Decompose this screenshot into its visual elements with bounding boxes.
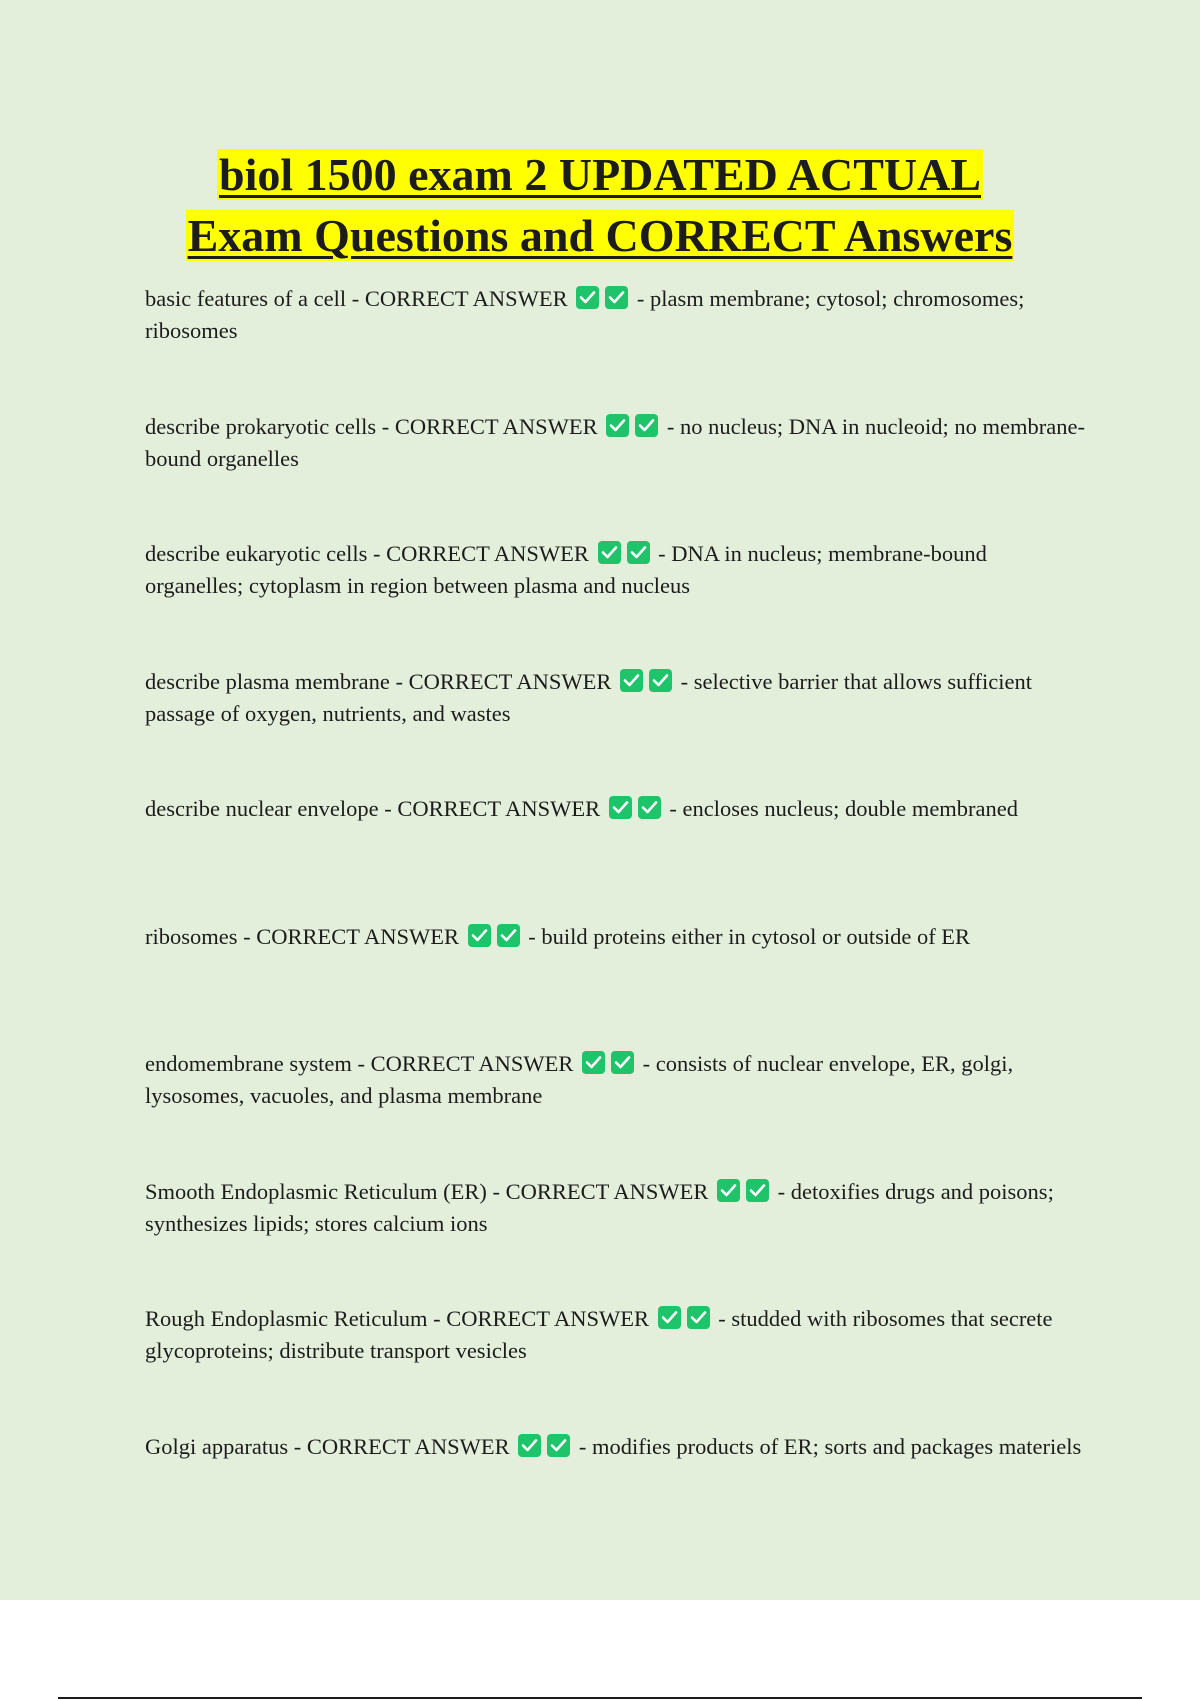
question-term: Rough Endoplasmic Reticulum bbox=[145, 1306, 428, 1331]
question-term: describe prokaryotic cells bbox=[145, 413, 377, 439]
question-term: endomembrane system bbox=[145, 1051, 352, 1076]
check-mark-icon bbox=[746, 1179, 769, 1202]
answer-text: plasm membrane; cytosol; chromosomes; ribosomes bbox=[145, 286, 1025, 343]
answer-label: CORRECT ANSWER bbox=[394, 413, 598, 439]
qa-item: basic features of a cell - CORRECT ANSWER - plasm membrane; cytosol; chromosomes; ribosomes bbox=[145, 286, 1025, 343]
title-line-2: Exam Questions and CORRECT Answers bbox=[187, 210, 1013, 261]
answer-label: CORRECT ANSWER bbox=[446, 1306, 649, 1331]
answer-label: CORRECT ANSWER bbox=[306, 1433, 510, 1459]
check-mark-icon bbox=[687, 1306, 710, 1329]
answer-text: selective barrier that allows sufficient passage of oxygen, nutrients, and wastes bbox=[145, 668, 1032, 726]
question-term: Smooth Endoplasmic Reticulum (ER) bbox=[145, 1178, 487, 1204]
check-mark-icon bbox=[627, 541, 650, 564]
check-mark-icon bbox=[606, 414, 629, 437]
answer-text: detoxifies drugs and poisons; synthesizes lipids; stores calcium ions bbox=[145, 1178, 1054, 1236]
qa-item: Golgi apparatus - CORRECT ANSWER - modifies products of ER; sorts and packages materiels bbox=[145, 1433, 1082, 1459]
check-mark-icon bbox=[576, 286, 599, 309]
question-term: ribosomes bbox=[145, 923, 238, 949]
answer-label: CORRECT ANSWER bbox=[397, 796, 601, 821]
title-line-1: biol 1500 exam 2 UPDATED ACTUAL bbox=[218, 149, 981, 200]
answer-text: modifies products of ER; sorts and packages materiels bbox=[591, 1433, 1082, 1459]
question-term: Golgi apparatus bbox=[145, 1433, 289, 1459]
qa-item: describe nuclear envelope - CORRECT ANSWER - encloses nucleus; double membraned bbox=[145, 796, 1019, 821]
question-term: basic features of a cell bbox=[145, 286, 347, 311]
answer-label: CORRECT ANSWER bbox=[386, 541, 589, 566]
answer-label: CORRECT ANSWER bbox=[408, 668, 612, 694]
check-mark-icon bbox=[518, 1434, 541, 1457]
check-mark-icon bbox=[635, 414, 658, 437]
qa-item: describe plasma membrane - CORRECT ANSWER - selective barrier that allows sufficient passage of oxygen, nutrients, and wastes bbox=[145, 668, 1032, 726]
check-mark-icon bbox=[547, 1434, 570, 1457]
answer-text: encloses nucleus; double membraned bbox=[682, 796, 1019, 821]
check-mark-icon bbox=[582, 1051, 605, 1074]
check-mark-icon bbox=[638, 796, 661, 819]
question-term: describe plasma membrane bbox=[145, 668, 390, 694]
check-mark-icon bbox=[468, 924, 491, 947]
check-mark-icon bbox=[658, 1306, 681, 1329]
answer-label: CORRECT ANSWER bbox=[370, 1051, 574, 1076]
answer-text: build proteins either in cytosol or outside of ER bbox=[541, 923, 971, 949]
qa-item: Rough Endoplasmic Reticulum - CORRECT ANSWER - studded with ribosomes that secrete glycoproteins; distribute transport vesicles bbox=[145, 1306, 1053, 1363]
check-mark-icon bbox=[605, 286, 628, 309]
qa-item: endomembrane system - CORRECT ANSWER - consists of nuclear envelope, ER, golgi, lysosomes, vacuoles, and plasma membrane bbox=[145, 1051, 1014, 1108]
check-mark-icon bbox=[598, 541, 621, 564]
check-mark-icon bbox=[611, 1051, 634, 1074]
qa-item: ribosomes - CORRECT ANSWER - build proteins either in cytosol or outside of ER bbox=[145, 923, 971, 949]
check-mark-icon bbox=[609, 796, 632, 819]
answer-text: no nucleus; DNA in nucleoid; no membrane-bound organelles bbox=[145, 413, 1085, 471]
answer-label: CORRECT ANSWER bbox=[505, 1178, 709, 1204]
answer-text: studded with ribosomes that secrete glycoproteins; distribute transport vesicles bbox=[145, 1306, 1053, 1363]
question-term: describe nuclear envelope bbox=[145, 796, 379, 821]
answer-text: consists of nuclear envelope, ER, golgi, lysosomes, vacuoles, and plasma membrane bbox=[145, 1051, 1014, 1108]
footer-divider bbox=[58, 1697, 1142, 1699]
answer-label: CORRECT ANSWER bbox=[364, 286, 568, 311]
answer-text: DNA in nucleus; membrane-bound organelles; cytoplasm in region between plasma and nucleus bbox=[145, 541, 987, 598]
answer-label: CORRECT ANSWER bbox=[256, 923, 459, 949]
check-mark-icon bbox=[497, 924, 520, 947]
question-term: describe eukaryotic cells bbox=[145, 541, 368, 566]
document-title bbox=[0, 144, 1200, 266]
check-mark-icon bbox=[649, 669, 672, 692]
check-mark-icon bbox=[717, 1179, 740, 1202]
qa-item: describe eukaryotic cells - CORRECT ANSWER - DNA in nucleus; membrane-bound organelles; cytoplasm in region between plasma and nucleus bbox=[145, 541, 987, 598]
qa-item: Smooth Endoplasmic Reticulum (ER) - CORRECT ANSWER - detoxifies drugs and poisons; synthesizes lipids; stores calcium ions bbox=[145, 1178, 1054, 1236]
qa-item: describe prokaryotic cells - CORRECT ANSWER - no nucleus; DNA in nucleoid; no membrane-bound organelles bbox=[145, 413, 1085, 471]
check-mark-icon bbox=[620, 669, 643, 692]
